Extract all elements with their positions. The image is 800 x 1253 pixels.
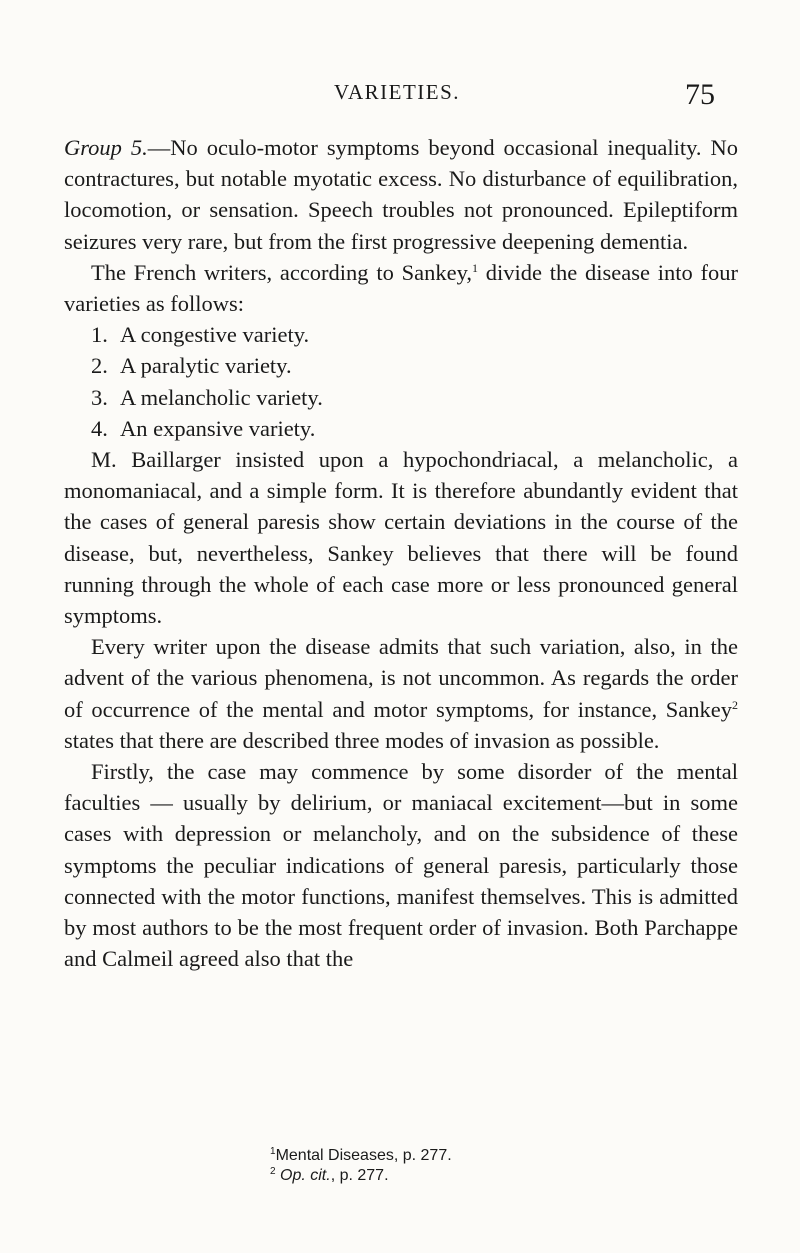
body-text <box>64 132 738 974</box>
paragraph-french-writers: The French writers, according to Sankey,$^1$ divide the disease into four varieties as follows: <box>64 259 738 317</box>
footnotes <box>270 1146 452 1186</box>
paragraph-text: —No oculo-motor symptoms beyond occasional inequality. No contractures, but notable myotatic excess. No disturbance of equilibration, locomotion, or sensation. Speech troubles not pronounced. Epileptiform seizures very rare, but from the first progressive deepening dementia. <box>64 135 739 254</box>
paragraph-baillarger: M. Baillarger insisted upon a hypochondriacal, a melancholic, a monomaniacal, and a simple form. It is therefore abundantly evident that the cases of general paresis show certain deviations in the course of the disease, but, nevertheless, Sankey believes that there will be found running through the whole of each case more or less pronounced general symptoms. <box>64 447 738 629</box>
footnote-ref-1: 1 <box>471 260 478 275</box>
footnote-1: $^1$Mental Diseases, p. 277. <box>270 1146 452 1164</box>
paragraph-every-writer: Every writer upon the disease admits that such variation, also, in the advent of the various phenomena, is not uncommon. As regards the order of occurrence of the mental and motor symptoms, for instance, Sankey$^2$ states that there are described three modes of invasion as possible. <box>64 634 738 753</box>
paragraph-group-5 <box>64 132 738 257</box>
page-header <box>0 78 800 118</box>
running-head: VARIETIES. <box>334 80 461 104</box>
varieties-list <box>64 319 738 444</box>
list-item: 2. A paralytic variety. <box>91 353 292 379</box>
page-number: 75 <box>685 78 715 111</box>
list-item: 4. An expansive variety. <box>91 415 316 441</box>
list-item: 1. A congestive variety. <box>91 322 310 348</box>
list-item: 3. A melancholic variety. <box>91 384 323 410</box>
footnote-ref-2: 2 <box>732 697 738 712</box>
group-heading: Group 5. <box>64 135 148 160</box>
footnote-2: $^2$ Op. cit., p. 277. <box>270 1166 389 1184</box>
paragraph-firstly: Firstly, the case may commence by some disorder of the mental faculties — usually by delirium, or maniacal excitement—but in some cases with depression or melancholy, and on the subsidence of these symptoms the peculiar indications of general paresis, particularly those connected with the motor functions, manifest themselves. This is admitted by most authors to be the most frequent order of invasion. Both Parchappe and Calmeil agreed also that the <box>64 759 738 972</box>
